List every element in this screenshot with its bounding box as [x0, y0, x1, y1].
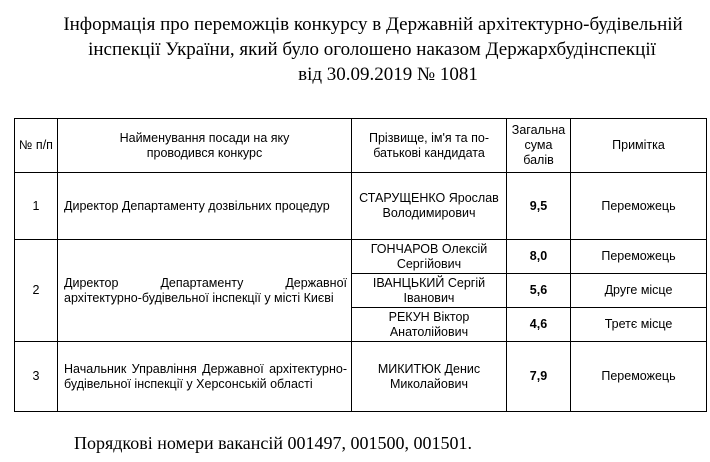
- candidate-note: Друге місце: [571, 274, 707, 308]
- table-row: [15, 173, 707, 240]
- candidate-name: ГОНЧАРОВ Олексій Сергійович: [352, 240, 507, 274]
- table-row: [15, 240, 707, 274]
- candidate-score: 7,9: [507, 342, 571, 412]
- candidate-name: СТАРУЩЕНКО Ярослав Володимирович: [352, 173, 507, 240]
- header-score: Загальна сума балів: [507, 119, 571, 173]
- row-num: 2: [15, 240, 58, 342]
- row-position: Начальник Управління Державної архітектурно-будівельної інспекції у Херсонській області: [58, 342, 352, 412]
- winners-table: [14, 118, 707, 412]
- row-position: Директор Департаменту дозвільних процедур: [58, 173, 352, 240]
- candidate-name: ІВАНЦЬКИЙ Сергій Іванович: [352, 274, 507, 308]
- candidate-note: Переможець: [571, 173, 707, 240]
- title-line-2: інспекції України, який було оголошено наказом Держархбудінспекції: [88, 39, 656, 60]
- header-position: Найменування посади на яку проводився конкурс: [58, 119, 352, 173]
- header-num: № п/п: [15, 119, 58, 173]
- vacancy-numbers-note: Порядкові номери вакансій 001497, 001500, 001501.: [74, 433, 473, 453]
- row-num: 3: [15, 342, 58, 412]
- candidate-score: 5,6: [507, 274, 571, 308]
- title-line-3: від 30.09.2019 № 1081: [298, 64, 478, 85]
- candidate-score: 4,6: [507, 308, 571, 342]
- document-title: [0, 12, 710, 87]
- candidate-score: 8,0: [507, 240, 571, 274]
- header-candidate: Прізвище, ім'я та по-батькові кандидата: [352, 119, 507, 173]
- candidate-note: Третє місце: [571, 308, 707, 342]
- row-position: Директор Департаменту Державної архітектурно-будівельної інспекції у місті Києві: [58, 240, 352, 342]
- candidate-score: 9,5: [507, 173, 571, 240]
- header-note: Примітка: [571, 119, 707, 173]
- candidate-name: МИКИТЮК Денис Миколайович: [352, 342, 507, 412]
- candidate-note: Переможець: [571, 342, 707, 412]
- candidate-name: РЕКУН Віктор Анатолійович: [352, 308, 507, 342]
- table-header-row: [15, 119, 707, 173]
- candidate-note: Переможець: [571, 240, 707, 274]
- table-row: [15, 342, 707, 412]
- row-num: 1: [15, 173, 58, 240]
- title-line-1: Інформація про переможців конкурсу в Державній архітектурно-будівельній: [63, 14, 683, 35]
